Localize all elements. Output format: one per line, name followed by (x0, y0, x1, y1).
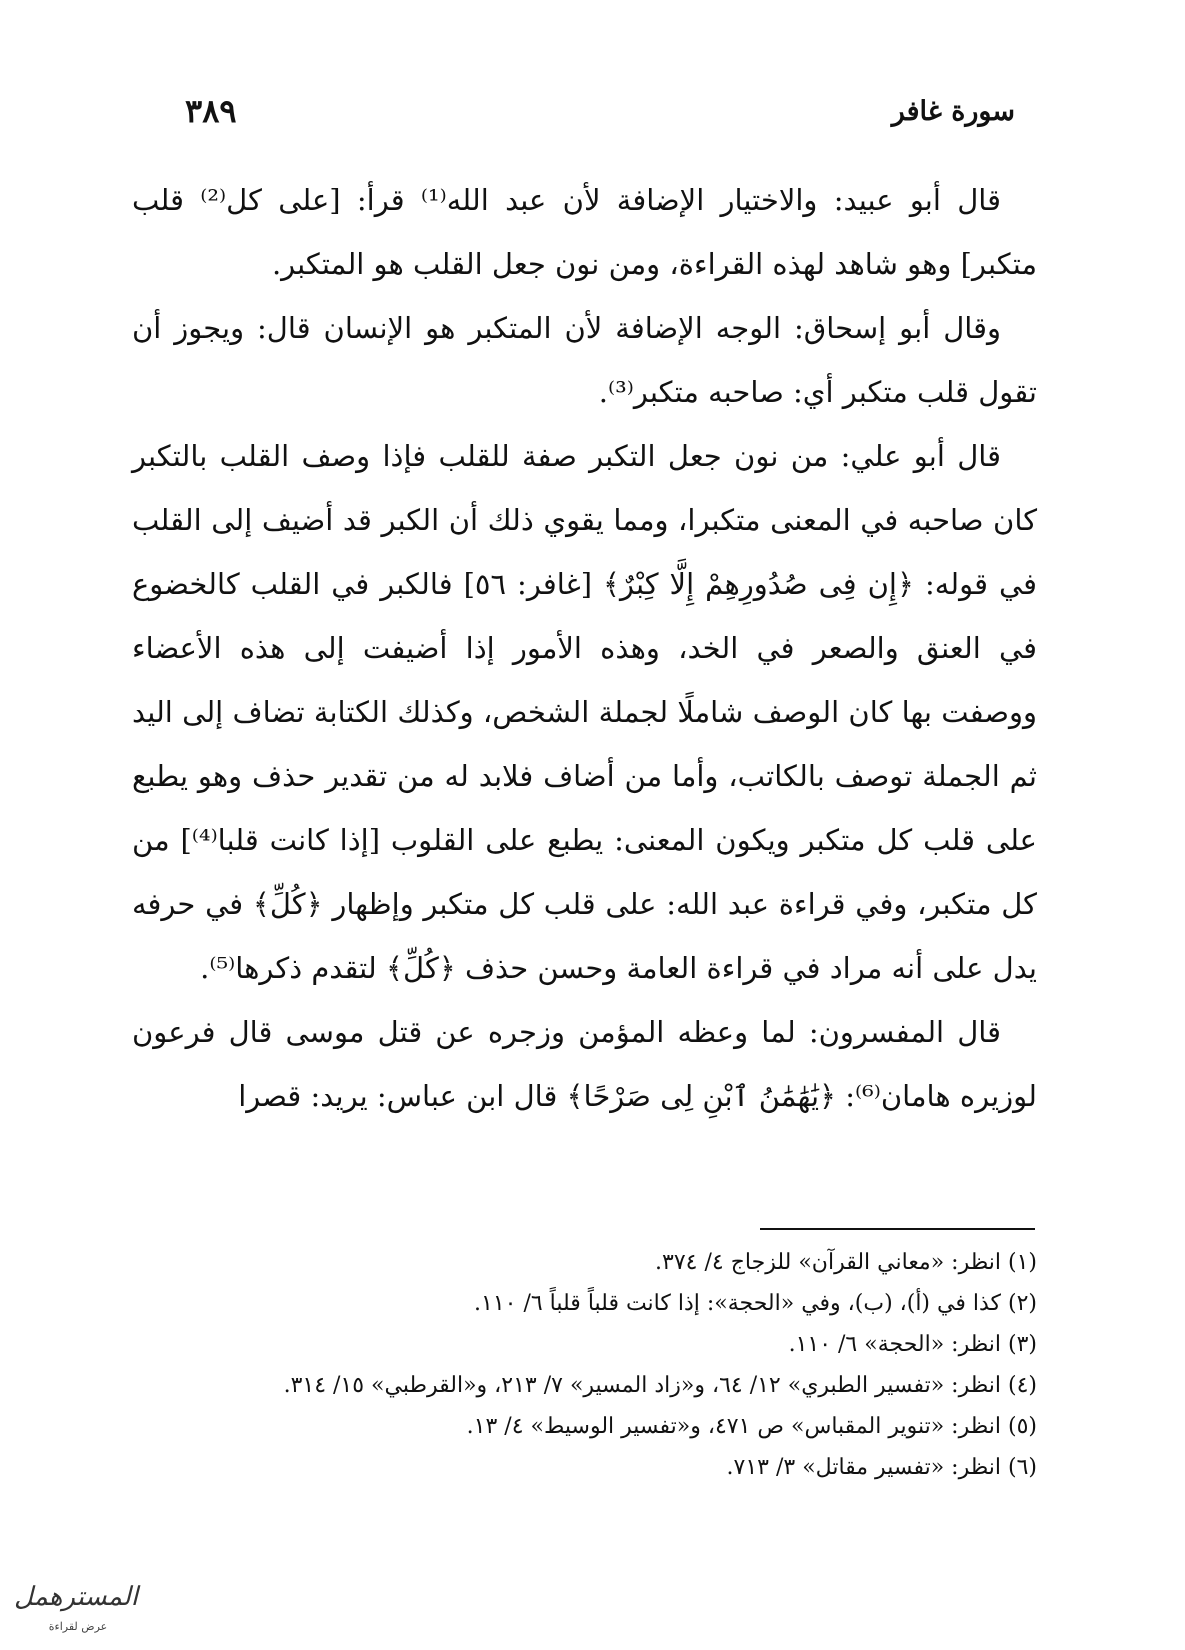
footnote: (١) انظر: «معاني القرآن» للزجاج ٤/ ٣٧٤. (655, 1250, 1037, 1275)
main-text (132, 168, 1037, 1128)
paragraph: قال أبو عبيد: والاختيار الإضافة لأن عبد الله⁽¹⁾ قرأ: [على كل⁽²⁾ قلب متكبر] وهو شاهد لهذه القراءة، ومن نون جعل القلب هو المتكبر. (132, 183, 1037, 281)
footnote: (٤) انظر: «تفسير الطبري» ١٢/ ٦٤، و«زاد المسير» ٧/ ٢١٣، و«القرطبي» ١٥/ ٣١٤. (283, 1373, 1037, 1398)
paragraph: وقال أبو إسحاق: الوجه الإضافة لأن المتكبر هو الإنسان قال: ويجوز أن تقول قلب متكبر أي: صاحبه متكبر⁽³⁾. (132, 311, 1037, 409)
page-number: ٣٨٩ (185, 92, 237, 130)
paragraph: قال أبو علي: من نون جعل التكبر صفة للقلب فإذا وصف القلب بالتكبر كان صاحبه في المعنى متكبرا، ومما يقوي ذلك أن الكبر قد أضيف إلى القلب في قوله: ﴿إِن فِى صُدُورِهِمْ إِلَّا كِبْرٌ﴾ [غافر: ٥٦] فالكبر في القلب كالخضوع في العنق والصعر في الخد، وهذه الأمور إذا أضيفت إلى هذه الأعضاء ووصفت بها كان الوصف شاملًا لجملة الشخص، وكذلك الكتابة تضاف إلى اليد ثم الجملة توصف بالكاتب، وأما من أضاف فلابد له من تقدير حذف وهو يطبع على قلب كل متكبر ويكون المعنى: يطبع على القلوب [إذا كانت قلبا⁽⁴⁾] من كل متكبر، وفي قراءة عبد الله: على قلب كل متكبر وإظهار ﴿كُلِّ﴾ في حرفه يدل على أنه مراد في قراءة العامة وحسن حذف ﴿كُلِّ﴾ لتقدم ذكرها⁽⁵⁾. (132, 439, 1037, 985)
stamp-main-text: المسترهمل (14, 1582, 138, 1612)
footnote: (٣) انظر: «الحجة» ٦/ ١١٠. (788, 1332, 1037, 1357)
surah-title: سورة غافر (891, 96, 1015, 127)
footnote: (٦) انظر: «تفسير مقاتل» ٣/ ٧١٣. (726, 1455, 1037, 1480)
paragraph: قال المفسرون: لما وعظه المؤمن وزجره عن قتل موسى قال فرعون لوزيره هامان⁽⁶⁾: ﴿يَٰهَٰمَٰنُ ٱبْنِ لِى صَرْحًا﴾ قال ابن عباس: يريد: قصرا (132, 1015, 1037, 1113)
footnote: (٥) انظر: «تنوير المقباس» ص ٤٧١، و«تفسير الوسيط» ٤/ ١٣. (466, 1414, 1037, 1439)
footnote-divider (760, 1228, 1035, 1230)
footnotes (132, 1242, 1037, 1488)
library-stamp (14, 1582, 138, 1640)
stamp-sub-text: عرض لقراءة (48, 1620, 108, 1633)
footnote: (٢) كذا في (أ)، (ب)، وفي «الحجة»: إذا كانت قلباً قلباً ٦/ ١١٠. (474, 1291, 1037, 1316)
page-header (185, 92, 1015, 142)
